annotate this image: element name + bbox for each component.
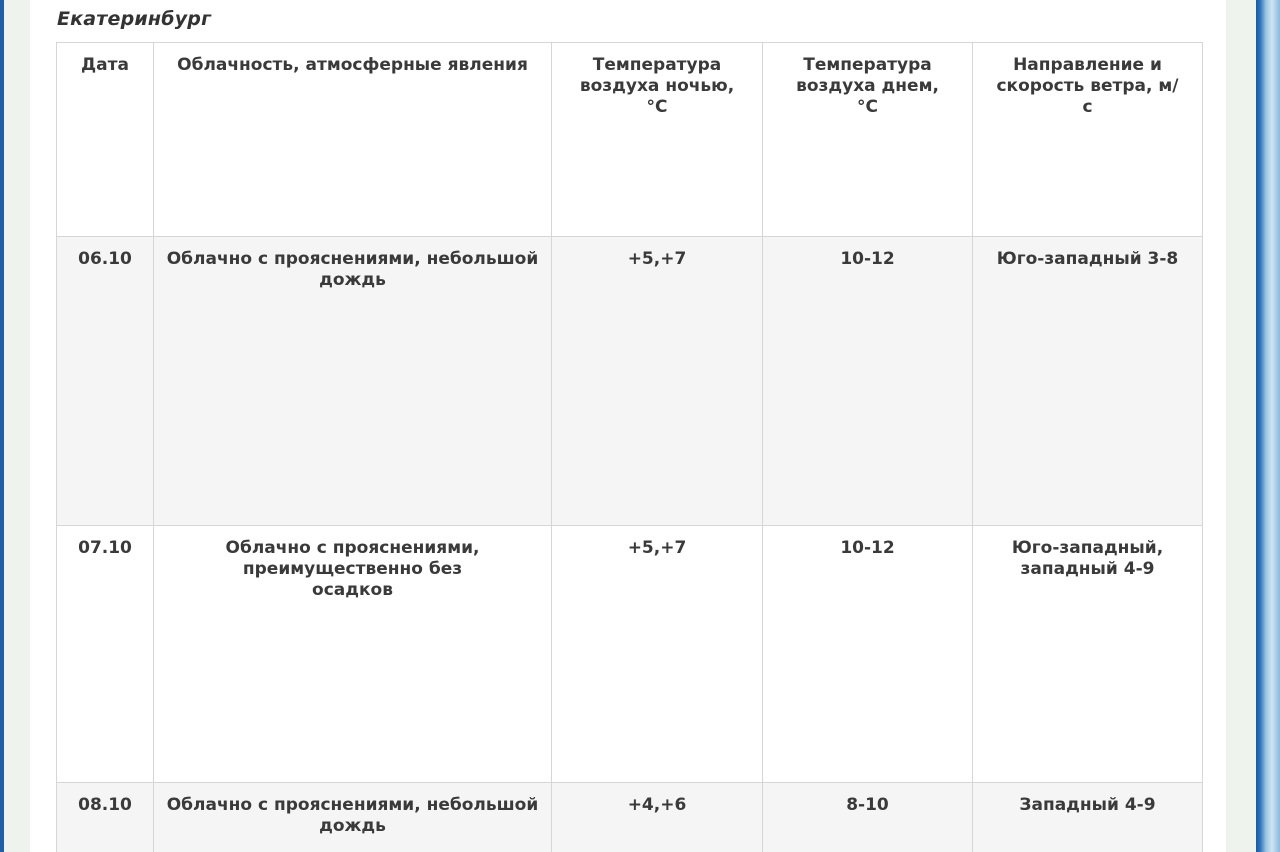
cell-wind: Юго-западный 3-8 [973, 237, 1203, 526]
cell-day-temp: 10-12 [763, 526, 973, 783]
cell-day-temp: 10-12 [763, 237, 973, 526]
weather-forecast-table [56, 42, 1203, 852]
cell-wind: Юго-западный, западный 4-9 [973, 526, 1203, 783]
header-date: Дата [57, 43, 154, 237]
header-conditions: Облачность, атмосферные явления [154, 43, 552, 237]
cell-conditions: Облачно с прояснениями, небольшой дождь [154, 237, 552, 526]
header-night-temp: Температура воздуха ночью, °С [552, 43, 763, 237]
cell-date: 07.10 [57, 526, 154, 783]
header-wind: Направление и скорость ветра, м/с [973, 43, 1203, 237]
table-row [57, 526, 1203, 783]
cell-wind: Западный 4-9 [973, 783, 1203, 852]
window-right-border [1256, 0, 1280, 852]
cell-conditions: Облачно с прояснениями, преимущественно без осадков [154, 526, 552, 783]
table-row [57, 237, 1203, 526]
cell-date: 08.10 [57, 783, 154, 852]
cell-night-temp: +5,+7 [552, 526, 763, 783]
table-header-row [57, 43, 1203, 237]
table-row [57, 783, 1203, 852]
cell-conditions: Облачно с прояснениями, небольшой дождь [154, 783, 552, 852]
cell-date: 06.10 [57, 237, 154, 526]
header-day-temp: Температура воздуха днем, °С [763, 43, 973, 237]
city-title: Екатеринбург [57, 8, 212, 30]
cell-night-temp: +5,+7 [552, 237, 763, 526]
cell-night-temp: +4,+6 [552, 783, 763, 852]
cell-day-temp: 8-10 [763, 783, 973, 852]
